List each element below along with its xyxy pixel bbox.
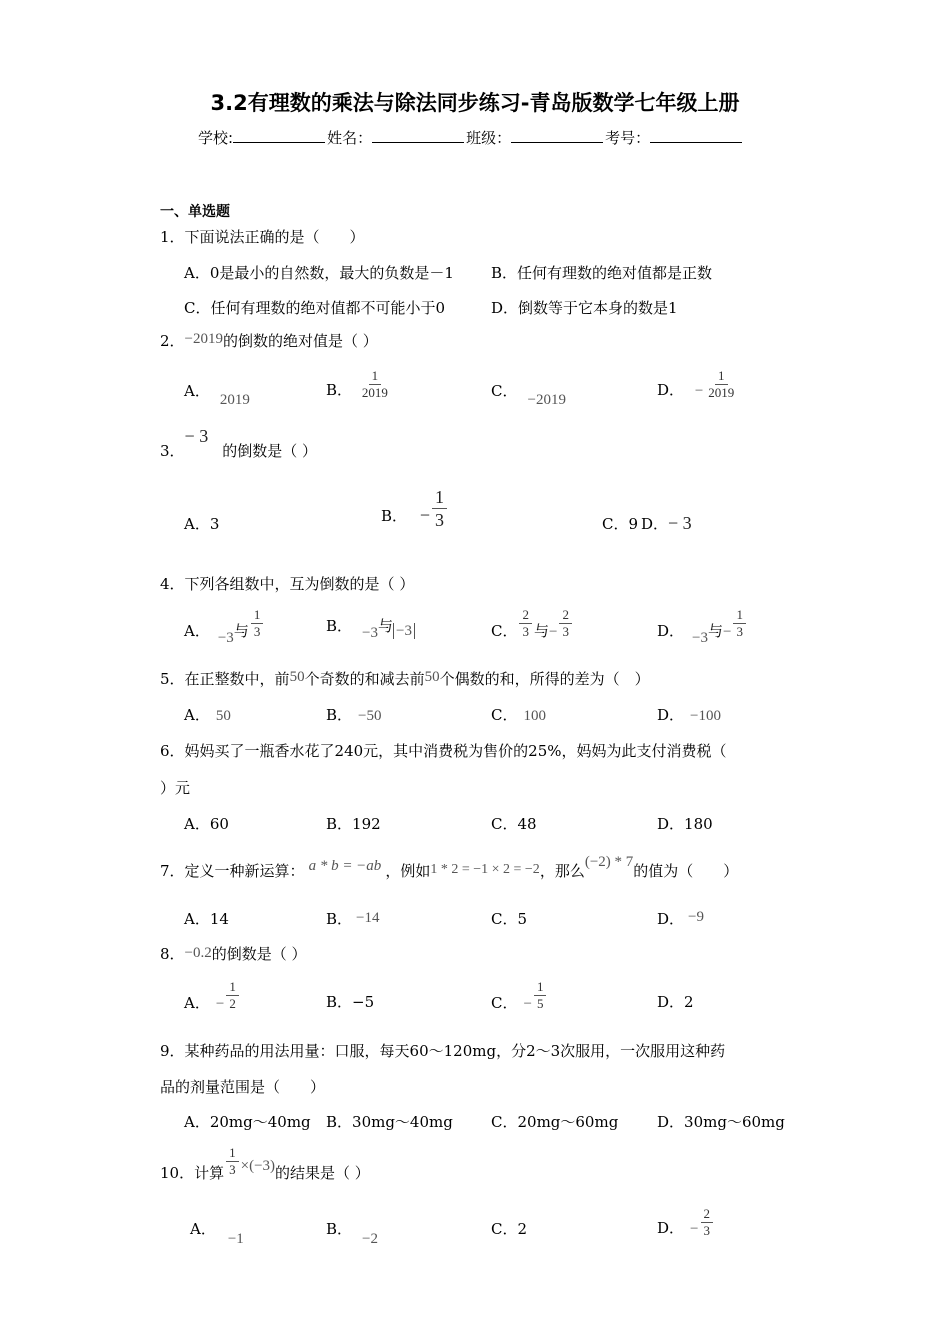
- q10-option-c[interactable]: C．2: [491, 1220, 528, 1238]
- section-heading: 一、单选题: [160, 204, 230, 220]
- q3-option-c[interactable]: C．9: [602, 515, 639, 533]
- q9-option-d[interactable]: D．30mg～60mg: [657, 1113, 785, 1131]
- class-blank[interactable]: [511, 128, 603, 143]
- question-10: 10．计算 $\frac{1}{3}$ ×(−3)的结果是（ ）: [160, 1145, 370, 1182]
- q9-option-b[interactable]: B．30mg～40mg: [326, 1113, 453, 1131]
- q5-option-d[interactable]: D． −100: [657, 706, 721, 724]
- q2-option-d[interactable]: D． − $\frac{1}{2019}$: [657, 368, 739, 401]
- q8-option-a[interactable]: A． − $\frac{1}{2}$: [184, 979, 241, 1012]
- question-5: 5．在正整数中，前50个奇数的和减去前50个偶数的和，所得的差为（ ）: [160, 669, 650, 688]
- q9-option-c[interactable]: C．20mg～60mg: [491, 1113, 619, 1131]
- question-9: 9．某种药品的用法用量：口服，每天60～120mg，分2～3次服用，一次服用这种药: [160, 1042, 726, 1060]
- q8-option-c[interactable]: C． − $\frac{1}{5}$: [491, 979, 548, 1012]
- q10-option-d[interactable]: D． − $\frac{2}{3}$: [657, 1206, 715, 1239]
- number-blank[interactable]: [650, 128, 742, 143]
- q3-option-a[interactable]: A．3: [184, 515, 220, 533]
- page-title: 3.2有理数的乘法与除法同步练习-青岛版数学七年级上册: [210, 91, 740, 115]
- q6-option-d[interactable]: D．180: [657, 815, 713, 833]
- question-6: 6．妈妈买了一瓶香水花了240元，其中消费税为售价的25%，妈妈为此支付消费税（: [160, 742, 727, 760]
- q5-option-a[interactable]: A． 50: [184, 706, 231, 724]
- q6-option-a[interactable]: A．60: [184, 815, 229, 833]
- question-7: 7．定义一种新运算： a * b = −ab ，例如1 * 2 = −1 × 2 = −2，那么(−2) * 7的值为（ ）: [160, 854, 739, 880]
- q5-option-c[interactable]: C． 100: [491, 706, 546, 724]
- q7-option-c[interactable]: C．5: [491, 910, 528, 928]
- q4-option-a[interactable]: A． −3与 $\frac{1}{3}$: [184, 607, 265, 640]
- q2-option-a[interactable]: A． 2019: [184, 382, 250, 408]
- q3-option-d[interactable]: D．− 3: [641, 513, 692, 533]
- q5-option-b[interactable]: B． −50: [326, 706, 382, 724]
- q7-option-b[interactable]: B． −14: [326, 910, 380, 928]
- question-9-line2: 品的剂量范围是（ ）: [160, 1078, 326, 1096]
- q1-option-c[interactable]: C．任何有理数的绝对值都不可能小于0: [184, 299, 446, 317]
- question-8: 8．−0.2的倒数是（ ）: [160, 945, 307, 963]
- question-2: 2．−2019的倒数的绝对值是（ ）: [160, 331, 378, 350]
- name-blank[interactable]: [372, 128, 464, 143]
- q6-option-b[interactable]: B．192: [326, 815, 381, 833]
- q1-option-a[interactable]: A．0是最小的自然数，最大的负数是－1: [184, 264, 454, 282]
- q1-option-d[interactable]: D．倒数等于它本身的数是1: [491, 299, 678, 317]
- q9-option-a[interactable]: A．20mg～40mg: [184, 1113, 311, 1131]
- q10-option-b[interactable]: B．−2: [326, 1220, 378, 1247]
- name-label: 姓名：: [327, 129, 373, 147]
- q2-option-c[interactable]: C． −2019: [491, 382, 566, 408]
- q4-option-b[interactable]: B． −3与 −3: [326, 607, 415, 628]
- number-label: 考号：: [605, 129, 651, 147]
- q8-option-b[interactable]: B．−5: [326, 993, 375, 1011]
- question-3: 3．− 3的倒数是（ ）: [160, 426, 317, 460]
- school-blank[interactable]: [233, 128, 325, 143]
- q2-option-b[interactable]: B． $\frac{1}{2019}$: [326, 368, 393, 401]
- q10-option-a[interactable]: A．−1: [190, 1220, 244, 1247]
- q2-frac-d: $\frac{1}{2019}$: [708, 368, 735, 400]
- q2-frac-b: $\frac{1}{2019}$: [361, 368, 388, 400]
- q3-frac-b: $\frac{1}{3}$: [432, 486, 447, 531]
- q1-option-b[interactable]: B．任何有理数的绝对值都是正数: [491, 264, 713, 282]
- school-label: 学校:: [198, 129, 234, 147]
- question-6-line2: ）元: [160, 779, 191, 797]
- q7-option-d[interactable]: D． −9: [657, 909, 704, 928]
- q6-option-c[interactable]: C．48: [491, 815, 537, 833]
- question-4: 4．下列各组数中，互为倒数的是（ ）: [160, 575, 415, 593]
- student-info-line: [198, 127, 744, 148]
- q4-option-c[interactable]: C． $\frac{2}{3}$ 与− $\frac{2}{3}$: [491, 607, 574, 640]
- q7-option-a[interactable]: A．14: [184, 910, 229, 928]
- q3-option-b[interactable]: B． − $\frac{1}{3}$: [381, 486, 449, 531]
- q8-option-d[interactable]: D．2: [657, 993, 694, 1011]
- question-1: 1．下面说法正确的是（ ）: [160, 228, 365, 246]
- class-label: 班级：: [466, 129, 512, 147]
- q4-option-d[interactable]: D． −3与− $\frac{1}{3}$: [657, 607, 748, 640]
